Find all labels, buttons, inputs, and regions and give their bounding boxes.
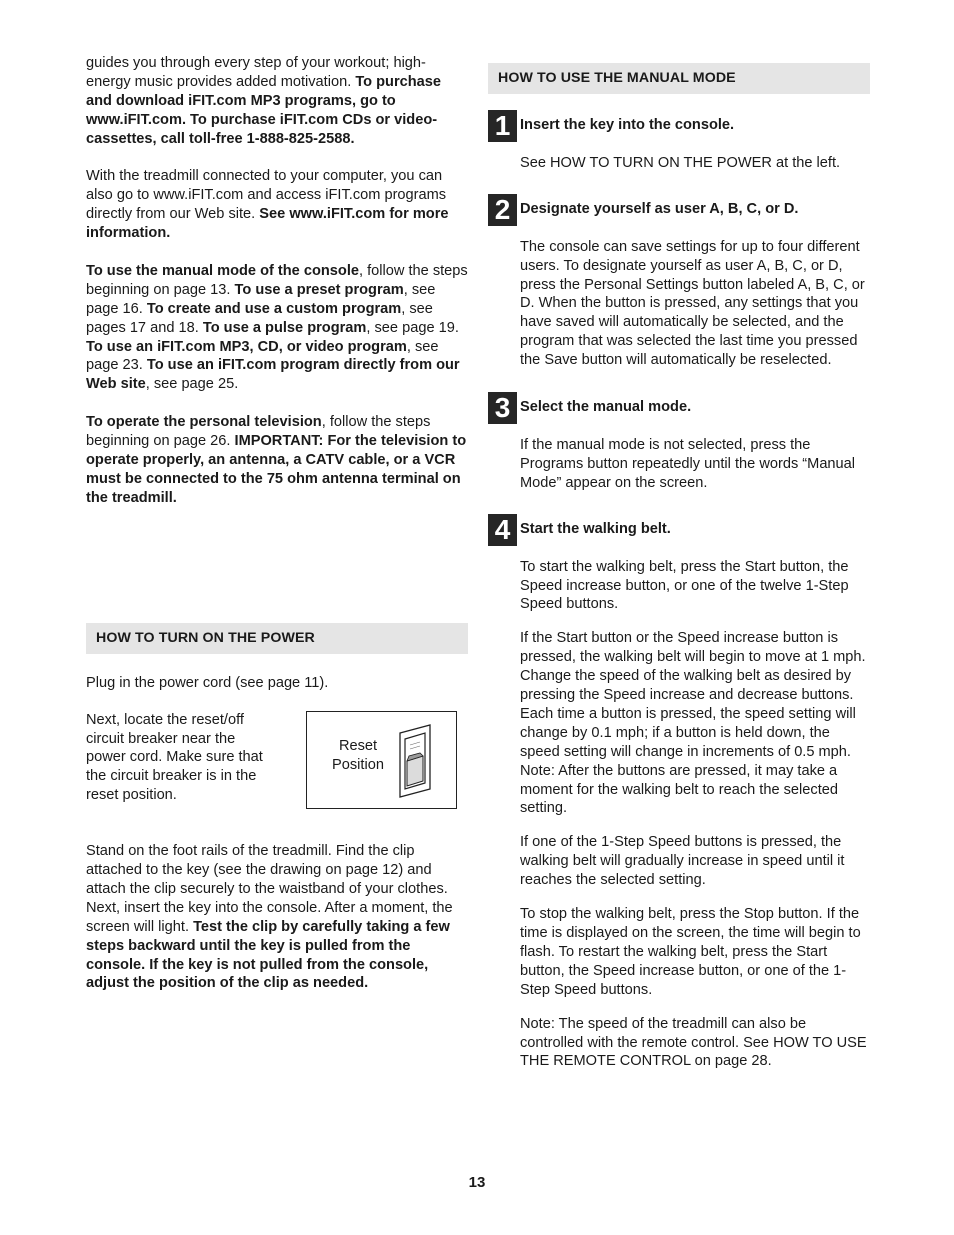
power-section-header: HOW TO TURN ON THE POWER <box>86 623 468 654</box>
circuit-breaker-switch-icon <box>398 723 432 799</box>
television-paragraph: To operate the personal television, follow the steps beginning on page 26. IMPORTANT: For the television to operate properly, an antenna, a CATV cable, or a VCR must be connected to the 75 ohm antenna terminal on the treadmill. <box>86 414 467 506</box>
step-title: Insert the key into the console. <box>520 117 735 133</box>
ifit-purchase-paragraph: guides you through every step of your workout; high-energy music provides added motivation. To purchase and download iFIT.com MP3 programs, go to www.iFIT.com. To purchase iFIT.com CDs or video-cassettes, call toll-free 1-888-825-2588. <box>86 55 442 147</box>
step-paragraph: If the manual mode is not selected, press the Programs button repeatedly until the words “Manual Mode” appear on the screen. <box>520 436 856 491</box>
step-title: Start the walking belt. <box>520 520 671 537</box>
steps-list <box>488 110 870 1071</box>
step-paragraph: To stop the walking belt, press the Stop button. If the time is displayed on the screen, the time will begin to flash. To restart the walking belt, press the Start button, the Speed increase button, or one of the 1-Step Speed buttons. <box>520 906 861 998</box>
step-number-badge: 4 <box>488 514 517 546</box>
step-title: Select the manual mode. <box>520 399 692 416</box>
step-number-badge: 3 <box>488 392 517 424</box>
step-title: Designate yourself as user A, B, C, or D. <box>520 200 799 217</box>
step-3 <box>488 392 870 493</box>
step-paragraph: If one of the 1-Step Speed buttons is pressed, the walking belt will gradually increase in speed until it reaches the selected setting. <box>520 834 845 889</box>
step-1 <box>488 110 870 173</box>
step-paragraph: To start the walking belt, press the Start button, the Speed increase button, or one of the twelve 1-Step Speed buttons. <box>520 558 849 613</box>
step-paragraph: The console can save settings for up to four different users. To designate yourself as user A, B, C, or D, press the Personal Settings button labeled A, B, C, or D. When the button is pressed, any settings that you have saved will automatically be selected, and the program that was selected the last time you pressed the Save button will automatically be reselected. <box>520 238 865 369</box>
step-paragraph: If the Start button or the Speed increase button is pressed, the walking belt will begin to move at 1 mph. Change the speed of the walking belt as desired by pressing the Speed increase and decrease buttons. Each time a button is pressed, the speed setting will change by 0.1 mph; if a button is held down, the speed setting will change in increments of 0.5 mph. Note: After the buttons are pressed, it may take a moment for the walking belt to reach the selected setting. <box>520 630 866 817</box>
power-cord-paragraph: Plug in the power cord (see page 11). <box>86 674 329 691</box>
page-number: 13 <box>468 1174 486 1191</box>
right-column <box>488 63 870 1071</box>
circuit-breaker-section <box>86 711 468 806</box>
left-column <box>86 54 468 993</box>
step-number-badge: 2 <box>488 194 517 226</box>
program-references-paragraph: To use the manual mode of the console, follow the steps beginning on page 13. To use a preset program, see page 16. To create and use a custom program, see pages 17 and 18. To use a pulse program, see page 19. To use an iFIT.com MP3, CD, or video program, see page 23. To use an iFIT.com program directly from our Web site, see page 25. <box>86 262 468 393</box>
ifit-website-paragraph: With the treadmill connected to your computer, you can also go to www.iFIT.com and access iFIT.com programs directly from our Web site. See www.iFIT.com for more information. <box>86 168 449 242</box>
step-paragraph: See HOW TO TURN ON THE POWER at the left. <box>520 154 841 171</box>
manual-mode-section-header: HOW TO USE THE MANUAL MODE <box>488 63 870 94</box>
step-paragraph: Note: The speed of the treadmill can also be controlled with the remote control. See HOW TO USE THE REMOTE CONTROL on page 28. <box>520 1015 867 1070</box>
circuit-breaker-paragraph: Next, locate the reset/off circuit breaker near the power cord. Make sure that the circuit breaker is in the reset position. <box>86 711 263 804</box>
clip-test-paragraph: Stand on the foot rails of the treadmill. Find the clip attached to the key (see the drawing on page 12) and attach the clip securely to the waistband of your clothes. Next, insert the key into the console. After a moment, the screen will light. Test the clip by carefully taking a few steps backward until the key is pulled from the console. If the key is not pulled from the console, adjust the position of the clip as needed. <box>86 843 453 992</box>
step-2 <box>488 193 870 370</box>
step-number-badge: 1 <box>488 110 517 142</box>
step-4 <box>488 513 870 1072</box>
reset-position-label: Reset Position <box>332 737 384 773</box>
reset-position-figure <box>306 711 457 809</box>
